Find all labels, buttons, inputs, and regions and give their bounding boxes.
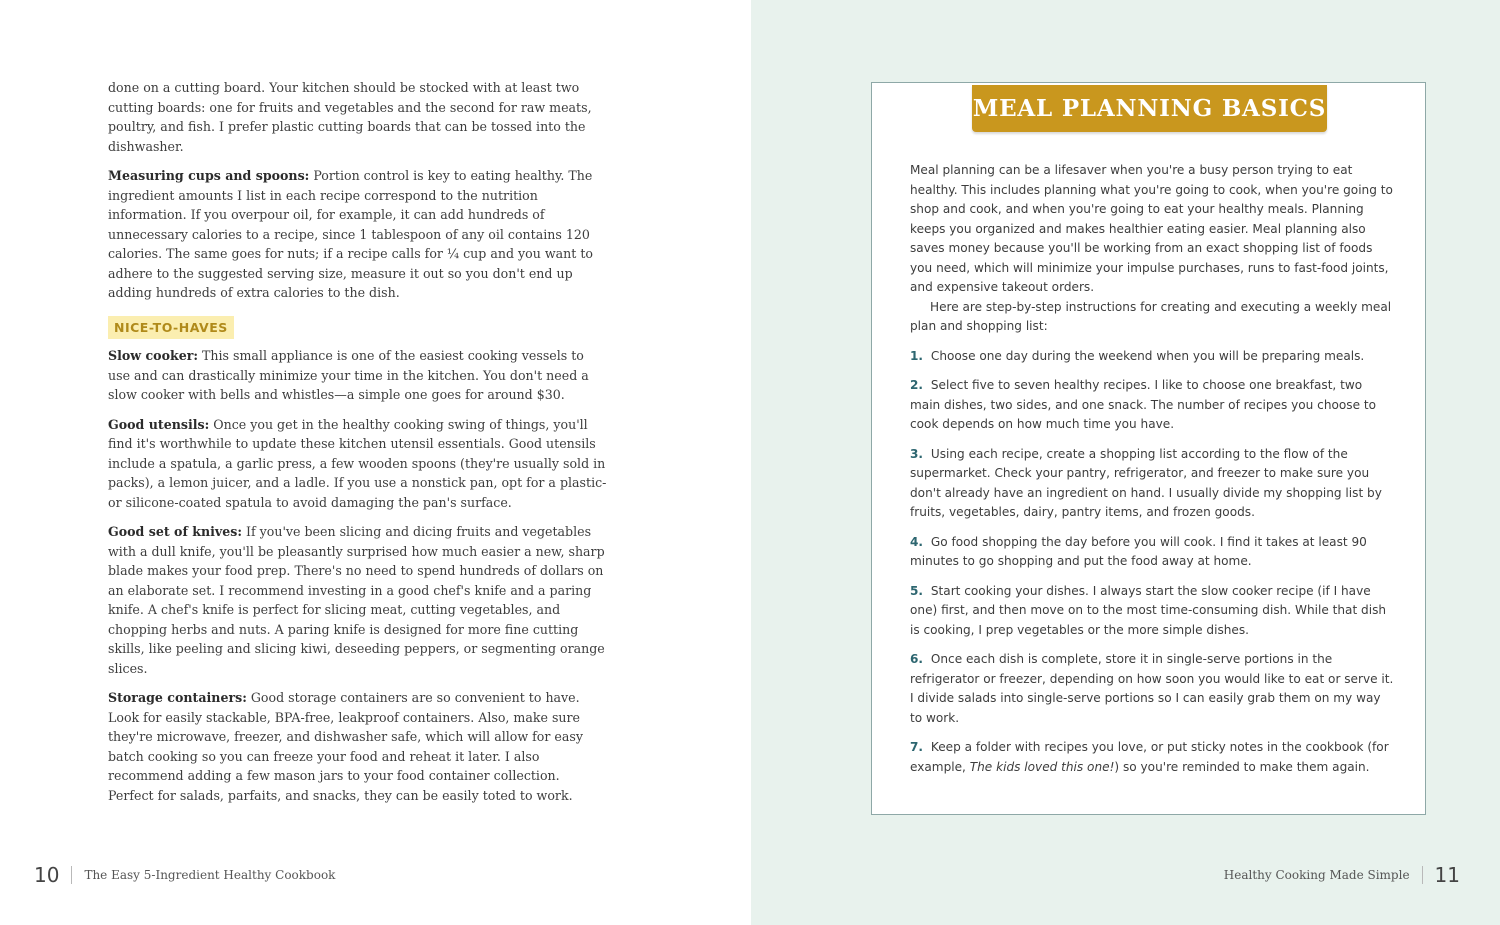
text-slow-cooker: This small appliance is one of the easiest cooking vessels to use and can drastically minimize your time in the kitchen. You don't need a slow cooker with bells and whistles—a simple one goes for around $30. bbox=[108, 348, 589, 402]
step-text-after: ) so you're reminded to make them again. bbox=[1114, 759, 1370, 774]
running-head-left: The Easy 5-Ingredient Healthy Cookbook bbox=[84, 868, 336, 882]
step-text: Start cooking your dishes. I always start the slow cooker recipe (if I have one) first, and then move on to the most time-consuming dish. While that dish is cooking, I prep vegetables or the more simple dishes. bbox=[910, 583, 1387, 637]
intro-paragraph: done on a cutting board. Your kitchen should be stocked with at least two cutting boards: one for fruits and vegetables and the second for raw meats, poultry, and fish. I prefer plastic cutting boards that can be tossed into the dishwasher. bbox=[108, 80, 592, 154]
step-text-before: Keep a folder with recipes you love, or put sticky notes in the cookbook (for example, bbox=[910, 740, 1389, 774]
term-knives: Good set of knives: bbox=[108, 524, 242, 539]
item-knives bbox=[108, 522, 608, 678]
step-number: 3. bbox=[910, 446, 924, 461]
item-good-utensils bbox=[108, 415, 608, 513]
text-measuring: Portion control is key to eating healthy. The ingredient amounts I list in each recipe correspond to the nutrition information. If you overpour oil, for example, it can add hundreds of unnecessary calories to a recipe, since 1 tablespoon of any oil contains 120 calories. The same goes for nuts; if a recipe calls for ¼ cup and you want to adhere to the suggested serving size, measure it out so you don't end up adding hundreds of extra calories to the dish. bbox=[108, 168, 593, 300]
meal-planning-intro: Meal planning can be a lifesaver when you're a busy person trying to eat healthy. This includes planning what you're going to cook, when you're going to shop and cook, and when you're going to eat your healthy meals. Planning keeps you organized and makes healthier eating easier. Meal planning also saves money because you'll be working from an exact shopping list of foods you need, which will minimize your impulse purchases, runs to fast-food joints, and expensive takeout orders. bbox=[910, 163, 1393, 294]
step-number: 6. bbox=[910, 652, 924, 666]
step-text: Go food shopping the day before you will cook. I find it takes at least 90 minutes to go shopping and put the food away at home. bbox=[910, 534, 1367, 568]
left-footer bbox=[34, 862, 335, 888]
step-item bbox=[910, 650, 1395, 728]
footer-divider-right bbox=[1422, 866, 1423, 884]
term-measuring: Measuring cups and spoons: bbox=[108, 168, 310, 183]
steps-list bbox=[910, 347, 1395, 778]
text-good-utensils: Once you get in the healthy cooking swing of things, you'll find it's worthwhile to update these kitchen utensil essentials. Good utensils include a spatula, a garlic press, a few wooden spoons (they're usually sold in packs), a lemon juicer, and a ladle. If you use a nonstick pan, opt for a plastic- or silicone-coated spatula to avoid damaging the pan's surface. bbox=[108, 416, 607, 510]
step-item bbox=[910, 738, 1395, 777]
footer-divider-left bbox=[71, 866, 72, 884]
text-storage: Good storage containers are so convenient to have. Look for easily stackable, BPA-free, leakproof containers. Also, make sure they're microwave, freezer, and dishwasher safe, which will allow for easy batch cooking so you can freeze your food and reheat it later. I also recommend adding a few mason jars to your food container collection. Perfect for salads, parfaits, and snacks, they can be easily toted to work. bbox=[108, 690, 583, 803]
right-footer bbox=[1224, 862, 1460, 888]
step-text: Once each dish is complete, store it in single-serve portions in the refrigerator or freezer, depending on how soon you would like to eat or serve it. I divide salads into single-serve portions so I can easily grab them on my way to work. bbox=[910, 652, 1394, 725]
step-item bbox=[910, 445, 1395, 523]
term-good-utensils: Good utensils: bbox=[108, 416, 210, 432]
step-number: 1. bbox=[910, 348, 924, 363]
meal-planning-intro-2: Here are step-by-step instructions for creating and executing a weekly meal plan and shopping list: bbox=[910, 299, 1392, 333]
term-slow-cooker: Slow cooker: bbox=[108, 348, 198, 363]
left-page-body bbox=[108, 78, 608, 815]
meal-planning-body bbox=[910, 161, 1395, 787]
running-head-right: Healthy Cooking Made Simple bbox=[1223, 868, 1410, 882]
item-slow-cooker bbox=[108, 346, 608, 405]
nice-to-haves-heading: NICE-TO-HAVES bbox=[108, 316, 234, 340]
step-item bbox=[910, 582, 1395, 641]
step-number: 2. bbox=[910, 378, 924, 392]
step-item bbox=[910, 347, 1395, 367]
step-text: Using each recipe, create a shopping list according to the flow of the supermarket. Check your pantry, refrigerator, and freezer to make sure you don't already have an ingredient on hand. I usually divide my shopping list by fruits, vegetables, dairy, pantry items, and frozen goods. bbox=[910, 446, 1382, 519]
step-number: 4. bbox=[910, 534, 924, 549]
step-text: Select five to seven healthy recipes. I like to choose one breakfast, two main dishes, two sides, and one snack. The number of recipes you choose to cook depends on how much time you have. bbox=[910, 378, 1377, 431]
step-item bbox=[910, 376, 1395, 435]
item-storage bbox=[108, 688, 608, 805]
term-storage: Storage containers: bbox=[108, 690, 247, 705]
text-knives: If you've been slicing and dicing fruits and vegetables with a dull knife, you'll be pleasantly surprised how much easier a new, sharp blade makes your food prep. There's no need to spend hundreds of dollars on an elaborate set. I recommend investing in a good chef's knife and a paring knife. A chef's knife is perfect for slicing meat, cutting vegetables, and chopping herbs and nuts. A paring knife is designed for more fine cutting skills, like peeling and slicing kiwi, deseeding peppers, or segmenting orange slices. bbox=[108, 524, 605, 676]
step-number: 5. bbox=[910, 583, 924, 598]
step-item bbox=[910, 533, 1395, 572]
step-text: Choose one day during the weekend when you will be preparing meals. bbox=[930, 348, 1365, 363]
banner-title: MEAL PLANNING BASICS bbox=[972, 95, 1327, 122]
step-number: 7. bbox=[910, 740, 924, 754]
measuring-paragraph bbox=[108, 166, 608, 303]
page-number-right: 11 bbox=[1434, 863, 1460, 887]
meal-planning-banner bbox=[972, 85, 1327, 132]
page-number-left: 10 bbox=[34, 863, 60, 887]
step-text-italic: The kids loved this one! bbox=[969, 759, 1115, 774]
